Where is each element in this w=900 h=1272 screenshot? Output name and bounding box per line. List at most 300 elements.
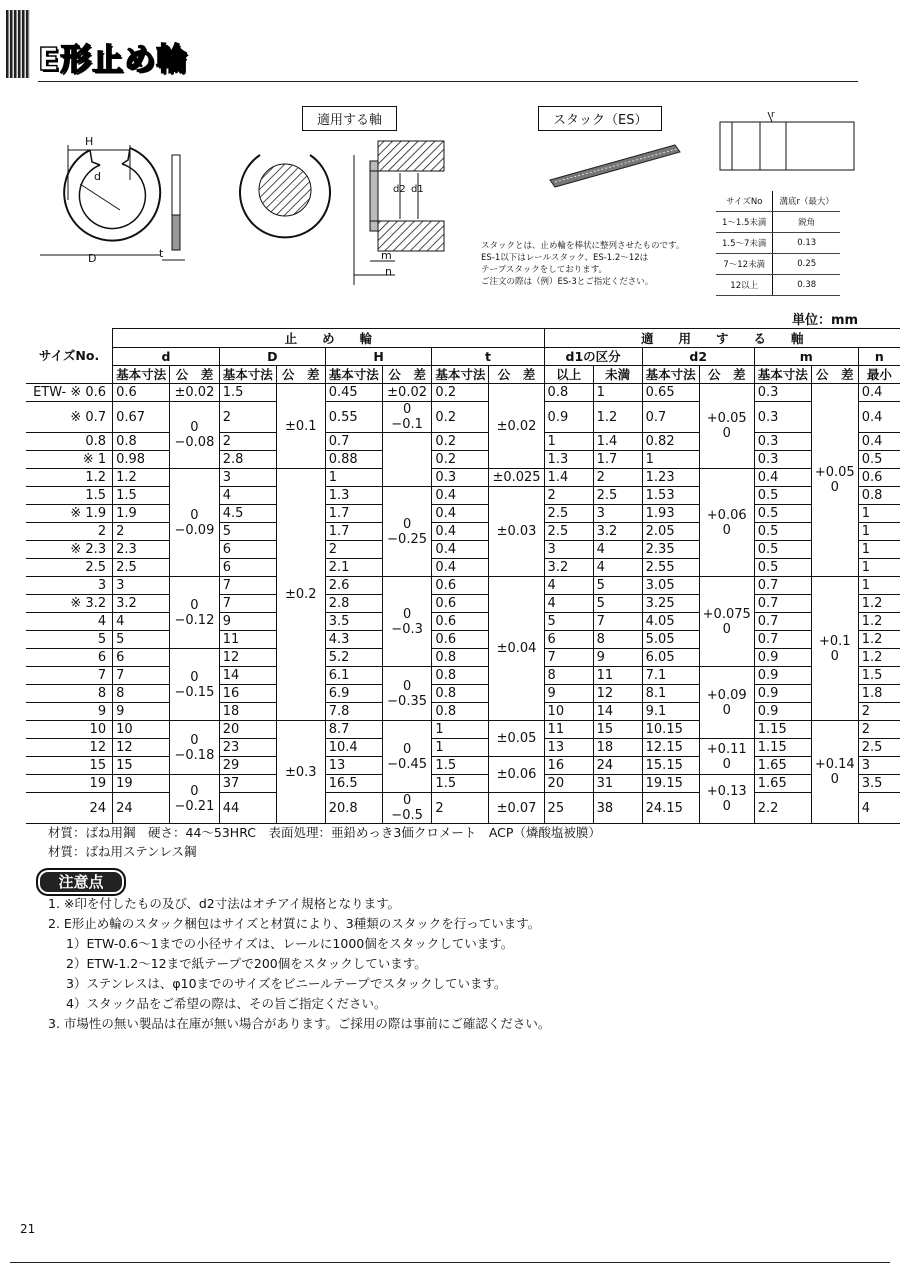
- n-min: 0.5: [858, 451, 900, 469]
- t-basic: 0.4: [432, 559, 489, 577]
- table-row: [26, 721, 900, 739]
- size-cell: ※ 3.2: [26, 595, 113, 613]
- n-min: 1.8: [858, 685, 900, 703]
- t-basic: 0.4: [432, 505, 489, 523]
- d1-over: 3.2: [544, 559, 593, 577]
- m-basic: 0.5: [754, 541, 811, 559]
- d1-over: 0.9: [544, 402, 593, 433]
- tolerance-m: +0.05 0: [811, 384, 858, 577]
- table-row: [26, 559, 900, 577]
- size-cell: 9: [26, 703, 113, 721]
- t-basic: 0.8: [432, 649, 489, 667]
- H-basic: 1.7: [325, 523, 382, 541]
- table-row: [26, 703, 900, 721]
- n-min: 1.2: [858, 595, 900, 613]
- H-basic: 10.4: [325, 739, 382, 757]
- d-basic: 0.98: [113, 451, 170, 469]
- d2-basic: 2.55: [642, 559, 699, 577]
- d1-under: 8: [593, 631, 642, 649]
- fig-label-d1: d1: [411, 184, 424, 195]
- d1-under: 5: [593, 577, 642, 595]
- m-basic: 0.7: [754, 613, 811, 631]
- page-number: 21: [20, 1222, 36, 1236]
- t-basic: 0.8: [432, 667, 489, 685]
- size-cell: 2: [26, 523, 113, 541]
- H-basic: 0.55: [325, 402, 382, 433]
- d1-under: 11: [593, 667, 642, 685]
- d1-under: 3: [593, 505, 642, 523]
- note-item: 1. ※印を付したもの及び、d2寸法はオチアイ規格となります。: [48, 896, 401, 911]
- tolerance-D: ±0.2: [276, 469, 325, 721]
- fig-label-d2: d2: [393, 184, 406, 195]
- tolerance-t: ±0.07: [489, 793, 544, 824]
- tolerance-t: ±0.02: [489, 384, 544, 469]
- d1-under: 1.4: [593, 433, 642, 451]
- d-basic: 24: [113, 793, 170, 824]
- d1-under: 3.2: [593, 523, 642, 541]
- n-min: 4: [858, 793, 900, 824]
- size-header: サイズNo.: [26, 329, 113, 384]
- d-basic: 4: [113, 613, 170, 631]
- fig-label-n: n: [385, 265, 392, 278]
- t-basic: 0.2: [432, 433, 489, 451]
- d1-over: 6: [544, 631, 593, 649]
- d1-under: 14: [593, 703, 642, 721]
- d1-over: 25: [544, 793, 593, 824]
- t-basic: 0.2: [432, 402, 489, 433]
- H-basic: 1.3: [325, 487, 382, 505]
- t-basic: 2: [432, 793, 489, 824]
- d2-basic: 1.93: [642, 505, 699, 523]
- n-min: 1: [858, 577, 900, 595]
- D-basic: 6: [219, 559, 276, 577]
- table-row: [26, 667, 900, 685]
- n-min: 1.5: [858, 667, 900, 685]
- table-row: [26, 649, 900, 667]
- size-cell: ※ 2.3: [26, 541, 113, 559]
- size-cell: 10: [26, 721, 113, 739]
- n-min: 0.4: [858, 384, 900, 402]
- tolerance-m: +0.1 0: [811, 577, 858, 721]
- size-cell: 19: [26, 775, 113, 793]
- d1-over: 1.3: [544, 451, 593, 469]
- d-basic: 5: [113, 631, 170, 649]
- tolerance-d: 0 −0.18: [170, 721, 220, 775]
- H-basic: 13: [325, 757, 382, 775]
- m-basic: 0.7: [754, 595, 811, 613]
- n-min: 1.2: [858, 631, 900, 649]
- d2-basic: 8.1: [642, 685, 699, 703]
- table-row: [26, 541, 900, 559]
- d1-under: 4: [593, 541, 642, 559]
- stack-description: スタックとは、止め輪を棒状に整列させたものです。 ES-1以下はレールスタック、ES-1.2～12は テープスタックをしております。 ご注文の際は（例）ES-3とご指定ください。: [481, 241, 685, 287]
- H-basic: 8.7: [325, 721, 382, 739]
- fig-label-m: m: [381, 249, 392, 262]
- d2-basic: 15.15: [642, 757, 699, 775]
- t-basic: 1.5: [432, 757, 489, 775]
- e-ring-spec-table: サイズNo. 止 め 輪 適 用 す る 軸 d D H t d1の区分 d2 m n 基本寸法 公 差 基本寸法 公 差 基本寸法 公 差 基本寸法 公 差 以上 未満 基本寸法 公 差 基本寸法 公 差 最小 ETW- ※ 0.6 0.6 ±0.02 1.5 ±0.1 0.45 ±0.02 0.2 ±0.02 0.8 1 0.65 +0.05 0 0.3 +0.05 0 0.4 ※ 0.7 0.67 0 −0.08 2 0.55 0 −0.1 0.2 0.9 1.2 0.7 0.3 0.4 0.8 0.8 2 0.7 0.2 1 1.4 0.82 0.3 0.4 ※ 1 0.98 2.8 0.88 0.2 1.3 1.7 1 0.3 0.5 1.2 1.2 0 −0.09 3 ±0.2 1 0.3 ±0.025 1.4 2 1.23 +0.06 0 0.4 0.6 1.5 1.5 4 1.3 0 −0.25 0.4 ±0.03 2 2.5 1.53 0.5 0.8 ※ 1.9 1.9 4.5 1.7 0.4 2.5 3 1.93 0.5 1 2 2 5 1.7 0.4 2.5 3.2 2.05 0.5 1 ※ 2.3 2.3 6 2 0.4 3 4 2.35 0.5 1 2.5 2.5 6 2.1 0.4 3.2 4 2.55 0.5 1 3 3 0 −0.12 7 2.6 0 −0.3 0.6 ±0.04 4 5 3.05 +0.075 0 0.7 +0.1 0 1 ※ 3.2 3.2 7 2.8 0.6 4 5 3.25 0.7 1.2 4 4 9 3.5 0.6 5 7 4.05 0.7 1.2 5 5 11 4.3 0.6 6 8 5.05 0.7 1.2 6 6 0 −0.15 12 5.2 0.8 7 9 6.05 0.9 1.2 7 7 14 6.1 0 −0.35 0.8 8 11 7.1 +0.09 0 0.9 1.5 8 8 16 6.9 0.8 9 12 8.1 0.9 1.8 9 9 18 7.8 0.8 10 14 9.1 0.9 2 10 10 0 −0.18 20 ±0.3 8.7 0 −0.45 1 ±0.05 11 15 10.15 1.15 +0.14 0 2 12 12 23 10.4 1 13 18 12.15 +0.11 0 1.15 2.5 15 15 29 13 1.5 ±0.06 16 24 15.15 1.65 3 19 19 0 −0.21 37 16.5 1.5 20 31 19.15 +0.13 0 1.65 3.5 24 24 44 20.8 0 −0.5 2 ±0.07 25 38 24.15 2.2 4: [26, 328, 900, 824]
- d-basic: 3: [113, 577, 170, 595]
- size-cell: 1.2: [26, 469, 113, 487]
- tolerance-H: 0 −0.3: [382, 577, 432, 667]
- table-row: [26, 775, 900, 793]
- d1-over: 4: [544, 577, 593, 595]
- D-basic: 44: [219, 793, 276, 824]
- table-row: [26, 487, 900, 505]
- n-min: 2: [858, 721, 900, 739]
- m-basic: 0.3: [754, 384, 811, 402]
- tolerance-d: 0 −0.21: [170, 775, 220, 824]
- H-basic: 16.5: [325, 775, 382, 793]
- size-cell: ※ 1.9: [26, 505, 113, 523]
- n-min: 0.8: [858, 487, 900, 505]
- d2-basic: 0.82: [642, 433, 699, 451]
- D-basic: 3: [219, 469, 276, 487]
- H-basic: 2.6: [325, 577, 382, 595]
- H-basic: 6.1: [325, 667, 382, 685]
- d2-basic: 2.35: [642, 541, 699, 559]
- shaft-drawing: [220, 135, 460, 285]
- tolerance-d2: +0.11 0: [699, 739, 754, 775]
- d1-under: 1.2: [593, 402, 642, 433]
- page-title: E形止め輪: [38, 42, 189, 78]
- d1-over: 3: [544, 541, 593, 559]
- n-min: 1: [858, 541, 900, 559]
- H-basic: 1: [325, 469, 382, 487]
- table-row: [26, 595, 900, 613]
- t-basic: 1.5: [432, 775, 489, 793]
- size-cell: 24: [26, 793, 113, 824]
- H-basic: 6.9: [325, 685, 382, 703]
- tolerance-d: 0 −0.12: [170, 577, 220, 649]
- d-basic: 6: [113, 649, 170, 667]
- size-cell: 4: [26, 613, 113, 631]
- fig-label-D: D: [88, 252, 97, 265]
- t-basic: 0.2: [432, 384, 489, 402]
- t-basic: 0.6: [432, 577, 489, 595]
- m-basic: 0.3: [754, 451, 811, 469]
- t-basic: 0.6: [432, 631, 489, 649]
- D-basic: 2: [219, 433, 276, 451]
- table-row: [26, 685, 900, 703]
- d2-basic: 7.1: [642, 667, 699, 685]
- D-basic: 4: [219, 487, 276, 505]
- n-min: 3.5: [858, 775, 900, 793]
- m-basic: 1.65: [754, 757, 811, 775]
- fig-label-d: d: [94, 170, 101, 183]
- t-basic: 0.6: [432, 595, 489, 613]
- tolerance-D: ±0.3: [276, 721, 325, 824]
- d1-under: 1.7: [593, 451, 642, 469]
- m-basic: 1.15: [754, 739, 811, 757]
- stack-bar-image: [545, 140, 685, 190]
- d1-over: 4: [544, 595, 593, 613]
- fig-label-r: r: [771, 110, 775, 120]
- D-basic: 37: [219, 775, 276, 793]
- m-basic: 0.3: [754, 433, 811, 451]
- n-min: 1: [858, 523, 900, 541]
- table-row: [26, 757, 900, 775]
- tolerance-H: 0 −0.1: [382, 402, 432, 433]
- footer-rule: [10, 1262, 890, 1263]
- d-basic: 10: [113, 721, 170, 739]
- d1-over: 2.5: [544, 505, 593, 523]
- header-rule: [38, 81, 858, 82]
- table-row: [26, 739, 900, 757]
- table-row: [26, 384, 900, 402]
- size-cell: ※ 1: [26, 451, 113, 469]
- d2-basic: 2.05: [642, 523, 699, 541]
- D-basic: 12: [219, 649, 276, 667]
- d2-basic: 12.15: [642, 739, 699, 757]
- d-basic: 12: [113, 739, 170, 757]
- d1-under: 2: [593, 469, 642, 487]
- H-basic: 4.3: [325, 631, 382, 649]
- d1-under: 15: [593, 721, 642, 739]
- size-cell: ※ 0.7: [26, 402, 113, 433]
- d1-over: 13: [544, 739, 593, 757]
- tolerance-t: ±0.05: [489, 721, 544, 757]
- d-basic: 0.8: [113, 433, 170, 451]
- m-basic: 0.9: [754, 649, 811, 667]
- tolerance-H: [382, 433, 432, 487]
- H-basic: 0.88: [325, 451, 382, 469]
- table-row: [26, 505, 900, 523]
- D-basic: 7: [219, 595, 276, 613]
- tolerance-H: 0 −0.45: [382, 721, 432, 793]
- D-basic: 2: [219, 402, 276, 433]
- m-basic: 0.9: [754, 667, 811, 685]
- m-basic: 0.5: [754, 505, 811, 523]
- size-cell: 7: [26, 667, 113, 685]
- d1-under: 38: [593, 793, 642, 824]
- table-row: [26, 433, 900, 451]
- header-stripe-decoration: [6, 10, 30, 78]
- d1-over: 11: [544, 721, 593, 739]
- table-row: [26, 613, 900, 631]
- d1-under: 4: [593, 559, 642, 577]
- d-basic: 0.6: [113, 384, 170, 402]
- d-basic: 2.5: [113, 559, 170, 577]
- d1-under: 31: [593, 775, 642, 793]
- D-basic: 18: [219, 703, 276, 721]
- m-basic: 0.5: [754, 559, 811, 577]
- d1-under: 5: [593, 595, 642, 613]
- d2-basic: 9.1: [642, 703, 699, 721]
- D-basic: 29: [219, 757, 276, 775]
- d1-under: 12: [593, 685, 642, 703]
- tolerance-d2: +0.06 0: [699, 469, 754, 577]
- H-basic: 5.2: [325, 649, 382, 667]
- m-basic: 1.15: [754, 721, 811, 739]
- tolerance-d2: +0.05 0: [699, 384, 754, 469]
- tolerance-t: ±0.03: [489, 487, 544, 577]
- d2-basic: 1: [642, 451, 699, 469]
- d1-under: 24: [593, 757, 642, 775]
- d-basic: 2.3: [113, 541, 170, 559]
- size-cell: 5: [26, 631, 113, 649]
- tolerance-H: ±0.02: [382, 384, 432, 402]
- table-row: [26, 793, 900, 824]
- d1-over: 10: [544, 703, 593, 721]
- shaft-box-label: 適用する軸: [302, 106, 397, 131]
- m-basic: 2.2: [754, 793, 811, 824]
- d-basic: 19: [113, 775, 170, 793]
- ring-group-header: 止 め 輪: [113, 329, 544, 348]
- t-basic: 0.3: [432, 469, 489, 487]
- shaft-group-header: 適 用 す る 軸: [544, 329, 900, 348]
- d1-under: 18: [593, 739, 642, 757]
- tolerance-d2: +0.13 0: [699, 775, 754, 824]
- d1-over: 1: [544, 433, 593, 451]
- H-basic: 2.1: [325, 559, 382, 577]
- d1-over: 9: [544, 685, 593, 703]
- d-basic: 0.67: [113, 402, 170, 433]
- D-basic: 11: [219, 631, 276, 649]
- e-ring-drawing: [30, 120, 200, 280]
- material-info: 材質：ばね用鋼 硬さ：44～53HRC 表面処理：亜鉛めっき3価クロメート ACP（燐酸塩被膜） 材質：ばね用ステンレス鋼: [48, 825, 601, 859]
- H-basic: 2.8: [325, 595, 382, 613]
- tolerance-H: 0 −0.5: [382, 793, 432, 824]
- n-min: 1.2: [858, 613, 900, 631]
- note-item: 4）スタック品をご希望の際は、その旨ご指定ください。: [66, 996, 387, 1011]
- m-basic: 1.65: [754, 775, 811, 793]
- d1-under: 9: [593, 649, 642, 667]
- size-cell: 12: [26, 739, 113, 757]
- D-basic: 6: [219, 541, 276, 559]
- m-basic: 0.7: [754, 577, 811, 595]
- d2-basic: 24.15: [642, 793, 699, 824]
- size-cell: 1.5: [26, 487, 113, 505]
- H-basic: 20.8: [325, 793, 382, 824]
- note-item: 3. 市場性の無い製品は在庫が無い場合があります。ご採用の際は事前にご確認ください。: [48, 1016, 551, 1031]
- size-cell: 8: [26, 685, 113, 703]
- t-basic: 0.2: [432, 451, 489, 469]
- fig-label-t: t: [159, 247, 164, 260]
- t-basic: 0.6: [432, 613, 489, 631]
- t-basic: 1: [432, 739, 489, 757]
- size-cell: 0.8: [26, 433, 113, 451]
- d2-basic: 6.05: [642, 649, 699, 667]
- notes-badge: 注意点: [36, 868, 126, 896]
- d1-under: 7: [593, 613, 642, 631]
- tolerance-H: 0 −0.35: [382, 667, 432, 721]
- d1-over: 2.5: [544, 523, 593, 541]
- d2-basic: 10.15: [642, 721, 699, 739]
- d1-over: 7: [544, 649, 593, 667]
- note-item: 3）ステンレスは、φ10までのサイズをビニールテープでスタックしています。: [66, 976, 507, 991]
- D-basic: 7: [219, 577, 276, 595]
- d1-under: 2.5: [593, 487, 642, 505]
- table-row: [26, 402, 900, 433]
- t-basic: 1: [432, 721, 489, 739]
- table-row: [26, 631, 900, 649]
- n-min: 3: [858, 757, 900, 775]
- groove-radius-table: サイズNo 溝底r（最大） 1～1.5未満 鋭角 1.5～7未満 0.13 7～12未満 0.25 12以上 0.38: [716, 191, 840, 296]
- d1-over: 0.8: [544, 384, 593, 402]
- n-min: 2.5: [858, 739, 900, 757]
- D-basic: 16: [219, 685, 276, 703]
- H-basic: 3.5: [325, 613, 382, 631]
- tolerance-D: ±0.1: [276, 384, 325, 469]
- table-row: [26, 577, 900, 595]
- unit-label: 単位：mm: [792, 313, 859, 328]
- n-min: 2: [858, 703, 900, 721]
- d2-basic: 3.05: [642, 577, 699, 595]
- groove-drawing: [718, 110, 858, 174]
- table-row: [26, 469, 900, 487]
- d1-over: 16: [544, 757, 593, 775]
- d1-under: 1: [593, 384, 642, 402]
- note-item: 2. E形止め輪のスタック梱包はサイズと材質により、3種類のスタックを行っています。: [48, 916, 541, 931]
- tolerance-d2: +0.075 0: [699, 577, 754, 667]
- d2-basic: 19.15: [642, 775, 699, 793]
- tolerance-t: ±0.06: [489, 757, 544, 793]
- d-basic: 8: [113, 685, 170, 703]
- d2-basic: 1.23: [642, 469, 699, 487]
- d-basic: 3.2: [113, 595, 170, 613]
- D-basic: 14: [219, 667, 276, 685]
- m-basic: 0.7: [754, 631, 811, 649]
- tolerance-t: ±0.025: [489, 469, 544, 487]
- D-basic: 23: [219, 739, 276, 757]
- n-min: 1: [858, 559, 900, 577]
- stack-box-label: スタック（ES）: [538, 106, 662, 131]
- d-basic: 2: [113, 523, 170, 541]
- n-min: 1: [858, 505, 900, 523]
- d2-basic: 0.7: [642, 402, 699, 433]
- tolerance-d: 0 −0.15: [170, 649, 220, 721]
- n-min: 1.2: [858, 649, 900, 667]
- tolerance-d: ±0.02: [170, 384, 220, 402]
- d1-over: 20: [544, 775, 593, 793]
- m-basic: 0.9: [754, 703, 811, 721]
- table-row: [26, 523, 900, 541]
- t-basic: 0.8: [432, 703, 489, 721]
- tolerance-H: 0 −0.25: [382, 487, 432, 577]
- size-cell: ETW- ※ 0.6: [26, 384, 113, 402]
- fig-label-H: H: [85, 135, 94, 148]
- H-basic: 0.45: [325, 384, 382, 402]
- H-basic: 7.8: [325, 703, 382, 721]
- D-basic: 4.5: [219, 505, 276, 523]
- size-cell: 3: [26, 577, 113, 595]
- m-basic: 0.9: [754, 685, 811, 703]
- m-basic: 0.5: [754, 487, 811, 505]
- H-basic: 2: [325, 541, 382, 559]
- d2-basic: 5.05: [642, 631, 699, 649]
- d-basic: 1.9: [113, 505, 170, 523]
- H-basic: 0.7: [325, 433, 382, 451]
- m-basic: 0.3: [754, 402, 811, 433]
- d2-basic: 4.05: [642, 613, 699, 631]
- H-basic: 1.7: [325, 505, 382, 523]
- n-min: 0.4: [858, 433, 900, 451]
- table-row: [26, 451, 900, 469]
- tolerance-d: 0 −0.08: [170, 402, 220, 469]
- D-basic: 9: [219, 613, 276, 631]
- d-basic: 7: [113, 667, 170, 685]
- t-basic: 0.8: [432, 685, 489, 703]
- D-basic: 2.8: [219, 451, 276, 469]
- d2-basic: 1.53: [642, 487, 699, 505]
- n-min: 0.4: [858, 402, 900, 433]
- note-item: 1）ETW-0.6～1までの小径サイズは、レールに1000個をスタックしています。: [66, 936, 514, 951]
- D-basic: 5: [219, 523, 276, 541]
- size-cell: 6: [26, 649, 113, 667]
- D-basic: 20: [219, 721, 276, 739]
- t-basic: 0.4: [432, 523, 489, 541]
